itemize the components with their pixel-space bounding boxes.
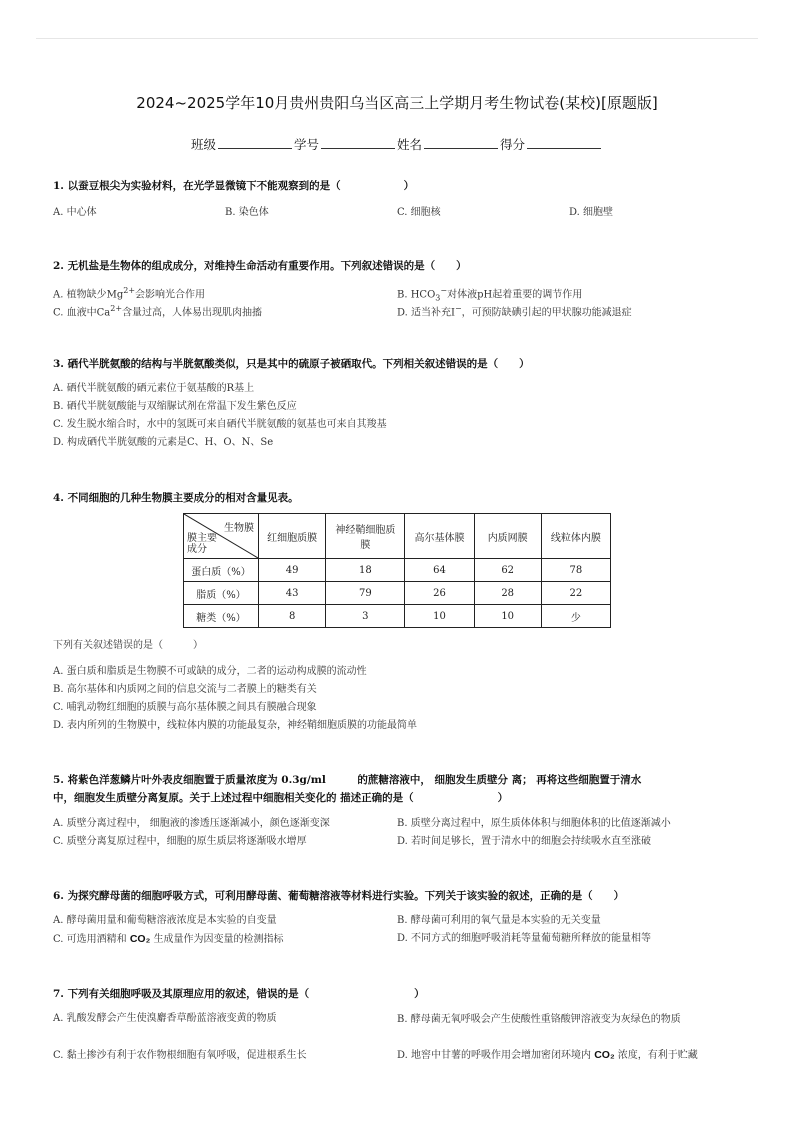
table-cell: 79 [326, 582, 405, 605]
q6c-post: 生成量作为因变量的检测指标 [150, 934, 284, 945]
q2d-sup: − [454, 304, 462, 313]
column-header: 高尔基体膜 [405, 514, 474, 559]
student-info-line [0, 135, 794, 153]
table-cell: 18 [326, 559, 405, 582]
question-7-stem: 7. 下列有关细胞呼吸及其原理应用的叙述，错误的是（ ） [53, 988, 425, 1000]
q2a-sup: 2+ [123, 286, 136, 295]
q6c-pre: C. 可选用酒精和 [53, 934, 130, 945]
q2c-post: 含量过高，人体易出现肌肉抽搐 [122, 307, 263, 319]
q3-option-b[interactable]: B. 硒代半胱氨酸能与双缩脲试剂在常温下发生紫色反应 [53, 401, 297, 412]
table-cell: 28 [474, 582, 541, 605]
q5-option-a[interactable]: A. 质壁分离过程中， 细胞液的渗透压逐渐减小，颜色逐渐变深 [53, 818, 330, 829]
table-cell: 78 [541, 559, 610, 582]
column-header: 神经鞘细胞质膜 [326, 514, 405, 559]
q6c-co2: CO₂ [129, 933, 151, 945]
row-label: 糖类（%） [184, 605, 259, 628]
q2-option-c[interactable] [53, 302, 262, 320]
membrane-composition-table [183, 513, 611, 628]
table-cell: 少 [541, 605, 610, 628]
q2b-sub: 3 [435, 293, 441, 303]
q7-option-d[interactable] [397, 1047, 737, 1064]
corner-bottom-label: 膜主要成分 [187, 533, 217, 555]
table-cell: 62 [474, 559, 541, 582]
q2d-post: ，可预防缺碘引起的甲状腺功能减退症 [461, 307, 632, 319]
score-blank[interactable] [527, 148, 601, 149]
table-row [184, 559, 611, 582]
q2a-post: 会影响光合作用 [135, 289, 206, 301]
table-cell: 22 [541, 582, 610, 605]
q7-option-c[interactable]: C. 黏土掺沙有利于农作物根细胞有氧呼吸，促进根系生长 [53, 1050, 307, 1061]
table-cell: 49 [259, 559, 326, 582]
q2b-sup: − [440, 286, 448, 295]
score-label: 得分 [500, 137, 526, 152]
number-blank[interactable] [321, 148, 395, 149]
column-header: 红细胞质膜 [259, 514, 326, 559]
q5-option-d[interactable]: D. 若时间足够长，置于清水中的细胞会持续吸水直至涨破 [397, 836, 652, 847]
question-6-stem: 6. 为探究酵母菌的细胞呼吸方式，可利用酵母菌、葡萄糖溶液等材料进行实验。下列关于该实验的叙述，正确的是（ ） [53, 890, 625, 902]
class-label: 班级 [190, 137, 216, 152]
q7d-co2: CO₂ [594, 1049, 615, 1061]
question-5-stem-line1: 5. 将紫色洋葱鳞片叶外表皮细胞置于质量浓度为 0.3g/ml 的蔗糖溶液中， 细胞发生质壁分 离； 再将这些细胞置于清水 [53, 774, 642, 786]
table-cell: 10 [405, 605, 474, 628]
q6-option-a[interactable]: A. 酵母菌用量和葡萄糖溶液浓度是本实验的自变量 [53, 915, 277, 926]
class-blank[interactable] [218, 148, 292, 149]
q3-option-d[interactable]: D. 构成硒代半胱氨酸的元素是C、H、O、N、Se [53, 437, 274, 448]
table-cell: 64 [405, 559, 474, 582]
q2d-pre: D. 适当补充I [397, 307, 455, 319]
question-4-stem: 4. 不同细胞的几种生物膜主要成分的相对含量见表。 [53, 492, 299, 504]
name-label: 姓名 [397, 137, 423, 152]
q2a-pre: A. 植物缺少Mg [53, 289, 124, 301]
q3-option-a[interactable]: A. 硒代半胱氨酸的硒元素位于氨基酸的R基上 [53, 383, 255, 394]
q4-option-a[interactable]: A. 蛋白质和脂质是生物膜不可或缺的成分，二者的运动构成膜的流动性 [53, 666, 367, 677]
question-3-stem: 3. 硒代半胱氨酸的结构与半胱氨酸类似，只是其中的硫原子被硒取代。下列相关叙述错误的是（ ） [53, 358, 530, 370]
q1-option-a[interactable]: A. 中心体 [53, 207, 97, 218]
table-cell: 10 [474, 605, 541, 628]
q2b-pre: B. HCO [397, 289, 436, 301]
q6-option-d[interactable]: D. 不同方式的细胞呼吸消耗等量葡萄糖所释放的能量相等 [397, 933, 652, 944]
number-label: 学号 [293, 137, 319, 152]
question-5-stem-line2: 中，细胞发生质壁分离复原。关于上述过程中细胞相关变化的 描述正确的是（ ） [53, 792, 509, 804]
table-cell: 43 [259, 582, 326, 605]
row-label: 脂质（%） [184, 582, 259, 605]
q1-option-d[interactable]: D. 细胞壁 [569, 207, 614, 218]
q2c-sup: 2+ [110, 304, 123, 313]
q2-option-a[interactable] [53, 284, 205, 302]
q4-option-d[interactable]: D. 表内所列的生物膜中，线粒体内膜的功能最复杂，神经鞘细胞质膜的功能最简单 [53, 720, 418, 731]
column-header: 线粒体内膜 [541, 514, 610, 559]
header-rule [36, 38, 758, 39]
q3-option-c[interactable]: C. 发生脱水缩合时，水中的氢既可来自硒代半胱氨酸的氨基也可来自其羧基 [53, 419, 387, 430]
q1-option-b[interactable]: B. 染色体 [225, 207, 269, 218]
q4-option-c[interactable]: C. 哺乳动物红细胞的质膜与高尔基体膜之间具有膜融合现象 [53, 702, 317, 713]
q4-option-b[interactable]: B. 高尔基体和内质网之间的信息交流与二者膜上的糖类有关 [53, 684, 317, 695]
table-row [184, 605, 611, 628]
corner-top-label: 生物膜 [224, 523, 254, 534]
q5-option-b[interactable]: B. 质壁分离过程中，原生质体体积与细胞体积的比值逐渐减小 [397, 818, 671, 829]
q2-option-d[interactable] [397, 302, 632, 320]
row-label: 蛋白质（%） [184, 559, 259, 582]
q2b-post: 对体液pH起着重要的调节作用 [447, 289, 583, 301]
q5-option-c[interactable]: C. 质壁分离复原过程中，细胞的原生质层将逐渐吸水增厚 [53, 836, 307, 847]
table-corner-cell [184, 514, 259, 559]
page-title: 2024~2025学年10月贵州贵阳乌当区高三上学期月考生物试卷(某校)[原题版] [136, 94, 658, 112]
q7d-post: 浓度，有利于贮藏 [614, 1050, 698, 1061]
question-1-stem: 1. 以蚕豆根尖为实验材料，在光学显微镜下不能观察到的是（ ） [53, 180, 415, 192]
q7d-pre: D. 地窖中甘薯的呼吸作用会增加密闭环境内 [397, 1050, 595, 1061]
q7-option-b[interactable]: B. 酵母菌无氧呼吸会产生使酸性重铬酸钾溶液变为灰绿色的物质 [397, 1014, 681, 1025]
question-2-stem: 2. 无机盐是生物体的组成成分，对维持生命活动有重要作用。下列叙述错误的是（ ） [53, 260, 467, 272]
table-row [184, 582, 611, 605]
column-header: 内质网膜 [474, 514, 541, 559]
q1-option-c[interactable]: C. 细胞核 [397, 207, 441, 218]
q2c-pre: C. 血液中Ca [53, 307, 111, 319]
question-4-subprompt: 下列有关叙述错误的是（ ） [53, 640, 203, 651]
table-cell: 3 [326, 605, 405, 628]
q7-option-a[interactable]: A. 乳酸发酵会产生使溴麝香草酚蓝溶液变黄的物质 [53, 1013, 277, 1024]
table-cell: 8 [259, 605, 326, 628]
q6-option-c[interactable] [53, 932, 283, 947]
q6-option-b[interactable]: B. 酵母菌可利用的氧气量是本实验的无关变量 [397, 915, 601, 926]
table-cell: 26 [405, 582, 474, 605]
name-blank[interactable] [424, 148, 498, 149]
